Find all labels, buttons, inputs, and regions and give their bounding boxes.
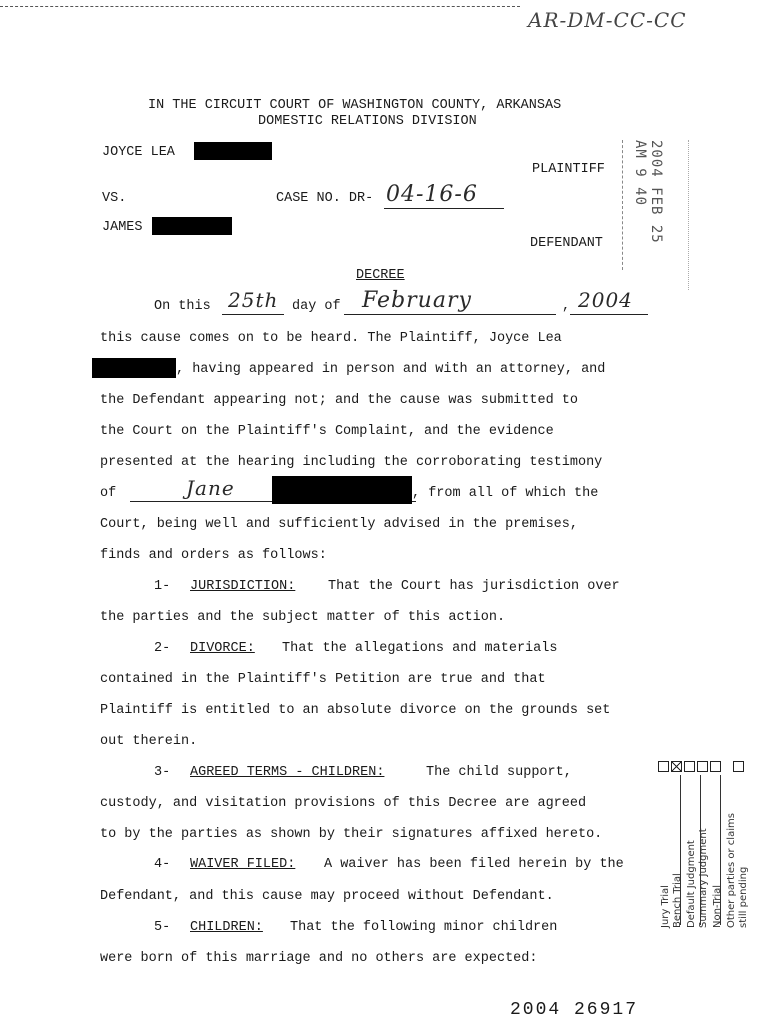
year-handwritten: 2004 [578, 288, 633, 312]
defendant-name: JAMES [102, 220, 143, 235]
of-label: of [100, 486, 117, 501]
day-underline [222, 314, 284, 315]
witness-first-handwritten: Jane [186, 476, 235, 500]
decree-line: this cause comes on to be heard. The Plaintiff, Joyce Lea [100, 331, 562, 346]
section-first-line: A waiver has been filed herein by the [324, 857, 624, 872]
disposition-label: still pending [738, 866, 749, 928]
disposition-label: Bench Trial [672, 873, 683, 928]
filed-stamp: 2004 FEB 25 AM 9 40 [632, 140, 664, 244]
section-line: out therein. [100, 734, 198, 749]
redaction-box [152, 217, 232, 235]
section-line: the parties and the subject matter of this action. [100, 610, 506, 625]
day-of-label: day of [292, 299, 341, 314]
section-line: contained in the Plaintiff's Petition are true and that [100, 672, 546, 687]
decree-line: the Court on the Plaintiff's Complaint, and the evidence [100, 424, 554, 439]
section-first-line: That the Court has jurisdiction over [328, 579, 620, 594]
case-number-underline [384, 208, 504, 209]
plaintiff-name: JOYCE LEA [102, 145, 175, 160]
scan-edge-line [0, 6, 520, 7]
on-this-label: On this [154, 299, 211, 314]
stamp-border [622, 140, 623, 270]
section-number: 3- [154, 765, 171, 780]
comma: , [562, 299, 571, 314]
division-heading: DOMESTIC RELATIONS DIVISION [258, 114, 477, 129]
decree-line: Court, being well and sufficiently advised in the premises, [100, 517, 578, 532]
month-handwritten: February [362, 288, 472, 313]
bench-trial-checkbox[interactable] [671, 761, 682, 772]
decree-line: finds and orders as follows: [100, 548, 327, 563]
year-underline [570, 314, 648, 315]
disposition-label: Summary Judgment [698, 828, 709, 928]
jury-trial-checkbox[interactable] [658, 761, 669, 772]
disposition-label: Jury Trial [660, 885, 671, 928]
section-heading: JURISDICTION: [190, 579, 296, 594]
section-heading: CHILDREN: [190, 920, 263, 935]
month-underline [344, 314, 556, 315]
redaction-box [194, 142, 272, 160]
decree-line: , having appeared in person and with an attorney, and [176, 362, 606, 377]
section-line: were born of this marriage and no others are expected: [100, 951, 538, 966]
section-number: 1- [154, 579, 171, 594]
section-first-line: The child support, [426, 765, 572, 780]
section-heading: AGREED TERMS - CHILDREN: [190, 765, 385, 780]
redaction-box [272, 476, 412, 504]
case-number-handwritten: 04-16-6 [386, 182, 478, 207]
decree-line: presented at the hearing including the corroborating testimony [100, 455, 603, 470]
section-number: 2- [154, 641, 171, 656]
other-parties-checkbox[interactable] [733, 761, 744, 772]
redaction-box [92, 358, 176, 378]
section-first-line: That the following minor children [290, 920, 558, 935]
disposition-label: Non-Trial [712, 884, 723, 928]
decree-line: the Defendant appearing not; and the cause was submitted to [100, 393, 578, 408]
day-handwritten: 25th [228, 288, 279, 312]
non-trial-checkbox[interactable] [710, 761, 721, 772]
section-heading: WAIVER FILED: [190, 857, 296, 872]
plaintiff-role: PLAINTIFF [532, 162, 605, 177]
section-line: custody, and visitation provisions of this Decree are agreed [100, 796, 587, 811]
vs-label: VS. [102, 191, 127, 206]
of-tail: , from all of which the [412, 486, 599, 501]
section-first-line: That the allegations and materials [282, 641, 558, 656]
defendant-role: DEFENDANT [530, 236, 603, 251]
summary-judgment-checkbox[interactable] [697, 761, 708, 772]
case-number-label: CASE NO. DR- [276, 191, 374, 206]
disposition-label: Default Judgment [686, 840, 697, 928]
footer-document-number: 2004 26917 [510, 1000, 639, 1020]
court-heading: IN THE CIRCUIT COURT OF WASHINGTON COUNTY, ARKANSAS [148, 98, 562, 113]
default-judgment-checkbox[interactable] [684, 761, 695, 772]
section-number: 4- [154, 857, 171, 872]
section-line: to by the parties as shown by their signatures affixed hereto. [100, 827, 603, 842]
disposition-label: Other parties or claims [726, 813, 737, 928]
corner-handwritten-note: AR-DM-CC-CC [528, 8, 687, 32]
disposition-checkboxes [658, 760, 746, 775]
stamp-border [688, 140, 689, 290]
section-number: 5- [154, 920, 171, 935]
section-line: Plaintiff is entitled to an absolute divorce on the grounds set [100, 703, 611, 718]
decree-title: DECREE [356, 268, 405, 283]
section-heading: DIVORCE: [190, 641, 255, 656]
section-line: Defendant, and this cause may proceed without Defendant. [100, 889, 554, 904]
